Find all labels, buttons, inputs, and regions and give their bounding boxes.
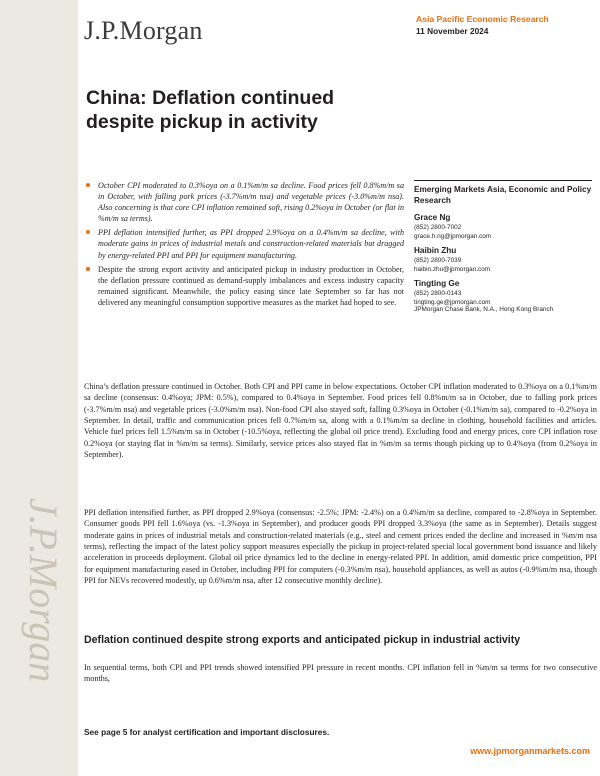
report-series: Asia Pacific Economic Research [416, 14, 549, 24]
analyst-email[interactable]: haibin.zhu@jpmorgan.com [414, 266, 491, 273]
analyst-phone: (852) 2800-7039 [414, 257, 462, 264]
bullet-marker [86, 230, 90, 234]
report-header [416, 14, 549, 36]
watermark-logo-graphic [4, 470, 74, 710]
analyst-box [414, 180, 592, 318]
jpmorgan-logo: J.P.Morgan [84, 16, 203, 45]
analyst-entry [414, 278, 592, 314]
sidebar-band [0, 0, 78, 776]
watermark-text: J.P.Morgan [20, 497, 66, 683]
body-paragraph-sequential: In sequential terms, both CPI and PPI trends showed intensified PPI pressure in recent months. CPI inflation fell in %m/m sa terms for two consecutive months, [84, 663, 597, 684]
analyst-phone: (852) 2800-7002 [414, 224, 462, 231]
summary-bullet [84, 227, 404, 260]
report-title: China: Deflation continued despite pickup in activity [86, 87, 335, 133]
body-paragraph-ppi: PPI deflation intensified further, as PPI dropped 2.9%oya (consensus: -2.5%; JPM: -2.4%) on a 0.4%m/m sa decline, compared to -2.8%oya in September. Consumer goods PPI fell 1.6%oya (vs. -1.3%oya in September), and producer goods PPI dropped 3.3%oya (the same as in September). Details suggest moderate gains in prices of industrial metals and construction-related materials (e.g., steel and cement prices ended the decline and increased in %m/m nsa terms), reflecting the impact of the latest policy support measures especially the pickup in project-related special local government bond issuance and likely acceleration in proceeds deployment. Global oil price dynamics led to the decline in energy-related PPI. In addition, amid domestic price competition, PPI for equipment manufacturing eased in October, including PPI for computers (-0.3%m/m nsa), household appliances, as well as autos (-0.9%m/m nsa, though PPI for NEVs recovered modestly, up 0.6%m/m nsa, after 12 consecutive monthly decline). [84, 508, 597, 586]
summary-bullet-text: PPI deflation intensified further, as PPI dropped 2.9%oya on a 0.4%m/m sa decline, with moderate gains in prices of industrial metals and construction-related materials but dragged by energy-related PPI and PPI for equipment manufacturing. [98, 228, 404, 260]
analyst-entry [414, 212, 592, 241]
summary-bullet-text: Despite the strong export activity and anticipated pickup in industry production in October, the deflation pressure continued as demand-supply imbalances and excess industry capacity remained significant. Meanwhile, the policy easing since late September so far has not delivered any meaningful consumption supportive measures as the market had hoped to see. [98, 264, 404, 307]
footer-url-link[interactable]: www.jpmorganmarkets.com [470, 746, 590, 756]
analyst-email[interactable]: grace.h.ng@jpmorgan.com [414, 233, 492, 240]
report-date: 11 November 2024 [416, 26, 489, 36]
summary-bullet-text: October CPI moderated to 0.3%oya on a 0.1%m/m sa decline. Food prices fell 0.8%m/m sa in October, with falling pork prices (-3.7%m/m nsa) and vegetable prices (-3.0%m/m nsa). Also concerning is that core CPI inflation remained soft, rising 0.2%oya in October (or flat in %m/m sa terms). [98, 181, 404, 224]
disclosure-note: See page 5 for analyst certification and important disclosures. [84, 727, 330, 737]
analyst-entry [414, 245, 592, 274]
watermark-logo [4, 470, 74, 710]
bullet-marker [86, 183, 90, 187]
analyst-phone: (852) 2800-0143 [414, 290, 462, 297]
analyst-box-rule [414, 180, 592, 181]
analyst-team: Emerging Markets Asia, Economic and Policy Research [414, 185, 592, 205]
analyst-name: Haibin Zhu [414, 246, 457, 255]
analyst-name: Grace Ng [414, 213, 451, 222]
bullet-marker [86, 267, 90, 271]
analyst-email[interactable]: tingting.ge@jpmorgan.com [414, 299, 491, 306]
section-heading: Deflation continued despite strong exports and anticipated pickup in industrial activity [84, 634, 521, 646]
analyst-firm: JPMorgan Chase Bank, N.A., Hong Kong Branch [414, 306, 554, 313]
summary-bullet [84, 180, 404, 224]
analyst-name: Tingting Ge [414, 279, 460, 288]
summary-bullet [84, 264, 404, 308]
summary-bullets [84, 180, 404, 311]
body-paragraph-cpi: China’s deflation pressure continued in October. Both CPI and PPI came in below expectations. October CPI inflation moderated to 0.3%oya on a 0.1%m/m sa decline (consensus: 0.4%oya; JPM: 0.5%), compared to 0.4%oya in September. Food prices fell 0.8%m/m sa in October, due to falling pork prices (-3.7%m/m nsa) and vegetable prices (-3.0%m/m nsa). Non-food CPI also stayed soft, falling 0.3%oya in October (-0.1%m/m sa), compared to -0.2%oya in September. In detail, traffic and communication prices fell 0.7%m/m sa, along with a 0.1%m/m sa decline in clothing, household facilities and articles. Vehicle fuel prices fell 1.5%m/m sa in October (-10.5%oya, reflecting the global oil price trend). Excluding food and energy prices, core CPI inflation rose 0.2%oya (or staying flat in %m/m sa terms). Similarly, service prices also stayed flat in %m/m sa terms though picking up to 0.4%oya (from 0.2%oya in September). [84, 382, 597, 460]
